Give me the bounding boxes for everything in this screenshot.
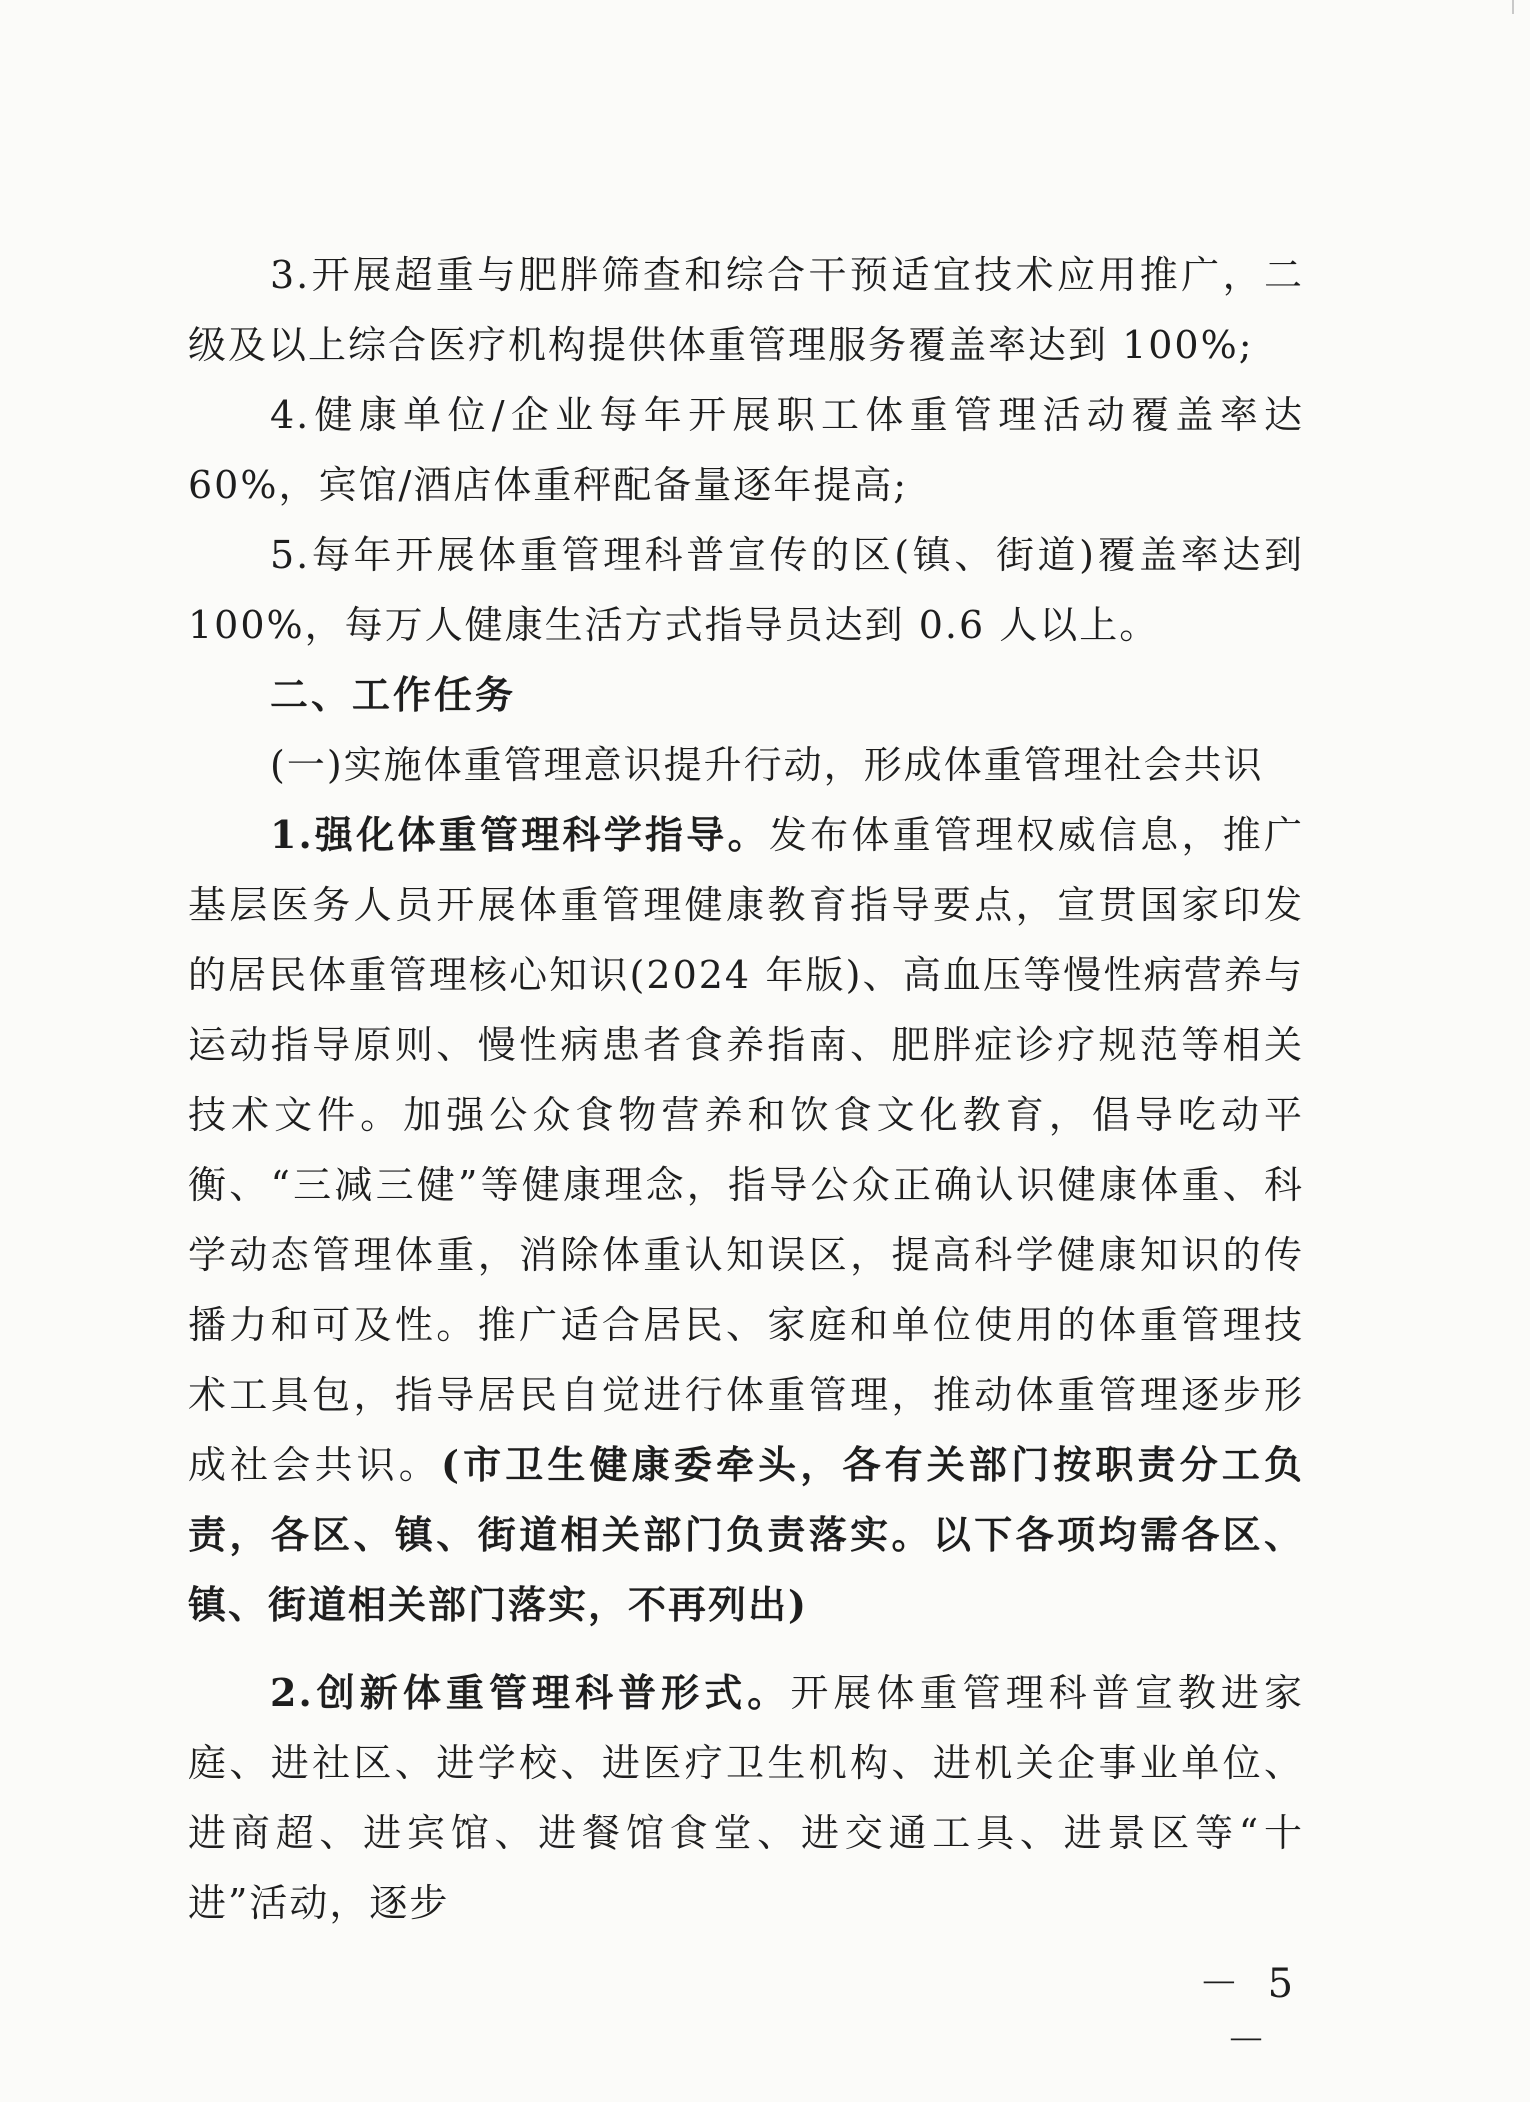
item-1-note: (市卫生健康委牵头，各有关部门按职责分工负责，各区、镇、街道相关部门负责落实。以下各项均需各区、镇、街道相关部门落实，不再列出) [188,1442,1304,1627]
item-1-body: 发布体重管理权威信息，推广基层医务人员开展体重管理健康教育指导要点，宣贯国家印发的居民体重管理核心知识(2024 年版)、高血压等慢性病营养与运动指导原则、慢性病患者食养指南、肥胖症诊疗规范等相关技术文件。加强公众食物营养和饮食文化教育，倡导吃动平衡、“三减三健”等健康理念，指导公众正确认识健康体重、科学动态管理体重，消除体重认知误区，提高科学健康知识的传播力和可及性。推广适合居民、家庭和单位使用的体重管理技术工具包，指导居民自觉进行体重管理，推动体重管理逐步形成社会共识。 [188,813,1304,1487]
item-2-body: 开展体重管理科普宣教进家庭、进社区、进学校、进医疗卫生机构、进机关企事业单位、进商超、进宾馆、进餐馆食堂、进交通工具、进景区等“十进”活动，逐步 [188,1671,1304,1925]
subsection-title: (一)实施体重管理意识提升行动，形成体重管理社会共识 [270,743,1264,787]
document-body [188,240,1304,1938]
item-2-title: 2.创新体重管理科普形式。 [270,1670,791,1715]
item-1-title: 1.强化体重管理科学指导。 [270,812,769,857]
paragraph-goal-4: 4.健康单位/企业每年开展职工体重管理活动覆盖率达 60%，宾馆/酒店体重秤配备量逐年提高; [188,393,1304,507]
page-edge [0,0,1514,14]
page-number: － 5 － [1198,1961,1302,2064]
paragraph-goal-3: 3.开展超重与肥胖筛查和综合干预适宜技术应用推广，二级及以上综合医疗机构提供体重管理服务覆盖率达到 100%; [188,253,1304,367]
paragraph-item-2 [188,1658,1304,1938]
section-title: 二、工作任务 [270,672,517,717]
paragraph-item-1 [188,800,1304,1640]
paragraph-goal-5: 5.每年开展体重管理科普宣传的区(镇、街道)覆盖率达到 100%，每万人健康生活方式指导员达到 0.6 人以上。 [188,533,1304,647]
